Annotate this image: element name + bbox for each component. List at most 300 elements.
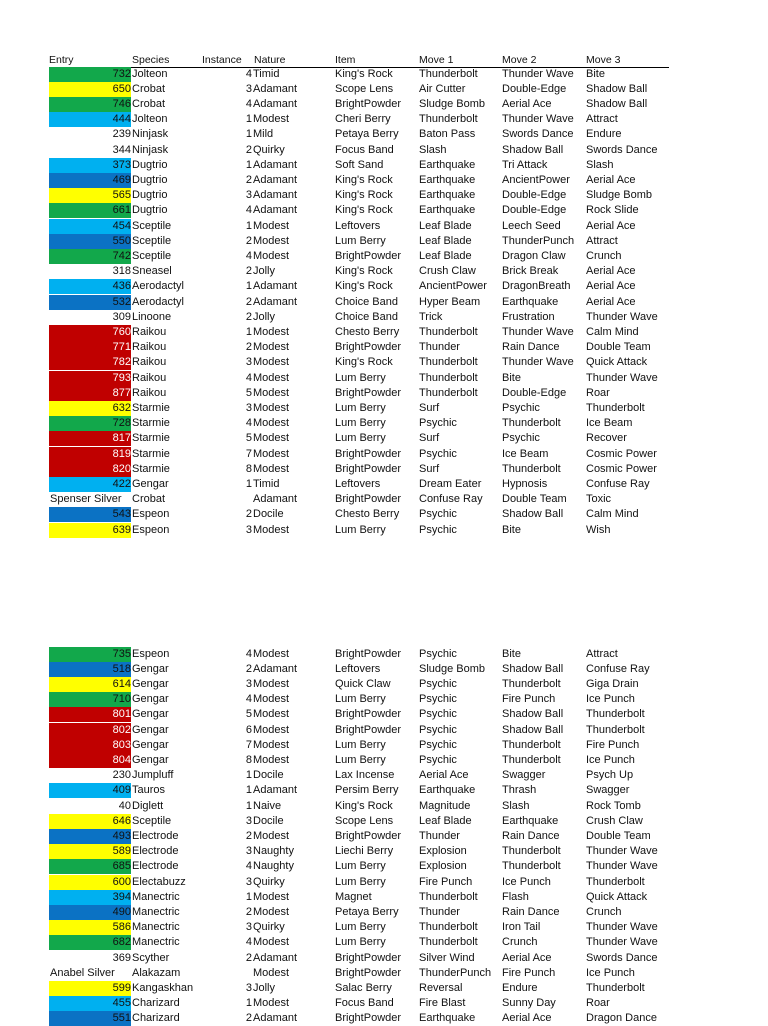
- item-cell: BrightPowder: [335, 341, 402, 354]
- move1-cell: Sludge Bomb: [419, 662, 486, 675]
- move3-cell: Crunch: [586, 905, 622, 918]
- species-cell: Diglett: [132, 799, 164, 812]
- move2-cell: Leech Seed: [502, 219, 561, 232]
- item-cell: King's Rock: [335, 189, 393, 202]
- nature-cell: Modest: [253, 647, 290, 660]
- nature-cell: Adamant: [253, 82, 298, 95]
- move1-cell: Thunder: [419, 905, 460, 918]
- table-row: [49, 82, 669, 97]
- instance-cell: 8: [245, 462, 252, 475]
- entry-cell: [49, 462, 131, 477]
- entry-cell: [49, 340, 131, 355]
- nature-cell: Naughty: [253, 845, 294, 858]
- entry-value: 565: [112, 189, 131, 202]
- move1-cell: Aerial Ace: [419, 769, 469, 782]
- move3-cell: Crush Claw: [586, 814, 643, 827]
- move1-cell: Thunder: [419, 829, 460, 842]
- move2-cell: Bite: [502, 523, 521, 536]
- move1-cell: Trick: [419, 310, 443, 323]
- entry-value: 650: [112, 82, 131, 95]
- item-cell: Petaya Berry: [335, 128, 399, 141]
- nature-cell: Adamant: [253, 1012, 298, 1025]
- species-cell: Gengar: [132, 723, 169, 736]
- move2-cell: Psychic: [502, 432, 540, 445]
- table-row: [49, 935, 669, 950]
- nature-cell: Naive: [253, 799, 282, 812]
- species-cell: Gengar: [132, 738, 169, 751]
- entry-value: 803: [112, 738, 131, 751]
- move2-cell: Double-Edge: [502, 386, 567, 399]
- move1-cell: Psychic: [419, 523, 457, 536]
- item-cell: Salac Berry: [335, 981, 392, 994]
- entry-value: 239: [112, 128, 131, 141]
- move1-cell: Earthquake: [419, 1012, 476, 1025]
- item-cell: Focus Band: [335, 143, 394, 156]
- move2-cell: AncientPower: [502, 173, 570, 186]
- table-row: [49, 447, 669, 462]
- move2-cell: Swords Dance: [502, 128, 574, 141]
- instance-cell: 5: [245, 708, 252, 721]
- move3-cell: Double Team: [586, 829, 651, 842]
- table-row: [49, 647, 669, 662]
- entry-value: 454: [112, 219, 131, 232]
- entry-value: 490: [112, 905, 131, 918]
- species-cell: Espeon: [132, 523, 170, 536]
- instance-cell: 1: [245, 113, 252, 126]
- table-row: [49, 996, 669, 1011]
- item-cell: Lum Berry: [335, 371, 386, 384]
- species-cell: Sceptile: [132, 219, 172, 232]
- move3-cell: Crunch: [586, 249, 622, 262]
- move3-cell: Thunderbolt: [586, 401, 645, 414]
- table-row: [49, 799, 669, 814]
- instance-cell: 2: [245, 234, 252, 247]
- entry-cell: [49, 523, 131, 538]
- instance-cell: 2: [245, 143, 252, 156]
- nature-cell: Modest: [253, 234, 290, 247]
- entry-value: 877: [112, 386, 131, 399]
- item-cell: BrightPowder: [335, 951, 402, 964]
- nature-cell: Jolly: [253, 265, 276, 278]
- entry-cell: [49, 67, 131, 82]
- move1-cell: Psychic: [419, 417, 457, 430]
- move1-cell: Explosion: [419, 845, 467, 858]
- entry-value: 817: [112, 432, 131, 445]
- item-cell: Lum Berry: [335, 875, 386, 888]
- entry-cell: [49, 707, 131, 722]
- table-row: [49, 462, 669, 477]
- entry-value: 710: [112, 693, 131, 706]
- move1-cell: Psychic: [419, 723, 457, 736]
- move3-cell: Psych Up: [586, 769, 634, 782]
- table-row: [49, 188, 669, 203]
- nature-cell: Naughty: [253, 860, 294, 873]
- item-cell: King's Rock: [335, 799, 393, 812]
- item-cell: Persim Berry: [335, 784, 399, 797]
- entry-cell: [49, 97, 131, 112]
- move2-cell: Rain Dance: [502, 829, 560, 842]
- nature-cell: Adamant: [253, 295, 298, 308]
- species-cell: Tauros: [132, 784, 166, 797]
- move2-cell: Endure: [502, 981, 538, 994]
- species-cell: Dugtrio: [132, 173, 168, 186]
- entry-cell: [49, 844, 131, 859]
- move1-cell: Leaf Blade: [419, 814, 472, 827]
- species-cell: Sceptile: [132, 249, 172, 262]
- move1-cell: Explosion: [419, 860, 467, 873]
- instance-cell: 3: [245, 814, 252, 827]
- move3-cell: Thunder Wave: [586, 921, 658, 934]
- table-row: [49, 890, 669, 905]
- nature-cell: Modest: [253, 113, 290, 126]
- move2-cell: Rain Dance: [502, 341, 560, 354]
- instance-cell: 1: [245, 158, 252, 171]
- entry-cell: [49, 219, 131, 234]
- instance-cell: 1: [245, 997, 252, 1010]
- nature-cell: Modest: [253, 738, 290, 751]
- nature-cell: Modest: [253, 905, 290, 918]
- move1-cell: Thunderbolt: [419, 386, 478, 399]
- table-row: [49, 112, 669, 127]
- header-instance: Instance: [202, 54, 242, 66]
- move1-cell: Psychic: [419, 753, 457, 766]
- move2-cell: Ice Punch: [502, 875, 551, 888]
- nature-cell: Modest: [253, 829, 290, 842]
- entry-value: 771: [112, 341, 131, 354]
- entry-value: 802: [112, 723, 131, 736]
- nature-cell: Modest: [253, 341, 290, 354]
- instance-cell: 2: [245, 310, 252, 323]
- species-cell: Jumpluff: [132, 769, 174, 782]
- move3-cell: Thunderbolt: [586, 723, 645, 736]
- item-cell: Lum Berry: [335, 693, 386, 706]
- move3-cell: Attract: [586, 113, 618, 126]
- entry-value: 732: [112, 67, 131, 80]
- entry-value: 746: [112, 97, 131, 110]
- entry-cell: [49, 295, 131, 310]
- table-row: [49, 310, 669, 325]
- move3-cell: Attract: [586, 234, 618, 247]
- move1-cell: Psychic: [419, 708, 457, 721]
- item-cell: BrightPowder: [335, 493, 402, 506]
- entry-value: 801: [112, 708, 131, 721]
- instance-cell: 4: [245, 97, 252, 110]
- species-cell: Charizard: [132, 997, 180, 1010]
- move2-cell: Thunderbolt: [502, 417, 561, 430]
- entry-cell: [49, 416, 131, 431]
- move1-cell: Leaf Blade: [419, 219, 472, 232]
- move2-cell: Shadow Ball: [502, 143, 564, 156]
- entry-value: 793: [112, 371, 131, 384]
- nature-cell: Modest: [253, 723, 290, 736]
- species-cell: Jolteon: [132, 113, 168, 126]
- item-cell: BrightPowder: [335, 708, 402, 721]
- item-cell: BrightPowder: [335, 249, 402, 262]
- move2-cell: Shadow Ball: [502, 723, 564, 736]
- move3-cell: Thunder Wave: [586, 371, 658, 384]
- species-cell: Electrode: [132, 860, 179, 873]
- item-cell: King's Rock: [335, 356, 393, 369]
- table-row: [49, 203, 669, 218]
- move2-cell: Slash: [502, 799, 530, 812]
- species-cell: Raikou: [132, 356, 167, 369]
- nature-cell: Adamant: [253, 493, 298, 506]
- move1-cell: Confuse Ray: [419, 493, 483, 506]
- instance-cell: 3: [245, 82, 252, 95]
- move1-cell: Sludge Bomb: [419, 97, 486, 110]
- species-cell: Kangaskhan: [132, 981, 194, 994]
- species-cell: Gengar: [132, 753, 169, 766]
- item-cell: BrightPowder: [335, 462, 402, 475]
- instance-cell: 1: [245, 769, 252, 782]
- nature-cell: Docile: [253, 769, 284, 782]
- move3-cell: Fire Punch: [586, 738, 640, 751]
- instance-cell: 1: [245, 280, 252, 293]
- entry-value: 639: [112, 523, 131, 536]
- entry-value: 586: [112, 921, 131, 934]
- move1-cell: Thunderbolt: [419, 890, 478, 903]
- move1-cell: Surf: [419, 432, 440, 445]
- species-cell: Espeon: [132, 647, 170, 660]
- table-row: [49, 477, 669, 492]
- item-cell: BrightPowder: [335, 647, 402, 660]
- nature-cell: Modest: [253, 677, 290, 690]
- instance-cell: 3: [245, 523, 252, 536]
- move1-cell: ThunderPunch: [419, 966, 492, 979]
- entry-cell: [49, 173, 131, 188]
- instance-cell: 2: [245, 295, 252, 308]
- nature-cell: Modest: [253, 356, 290, 369]
- move2-cell: Flash: [502, 890, 529, 903]
- entry-value: 422: [112, 477, 131, 490]
- item-cell: Choice Band: [335, 295, 398, 308]
- move3-cell: Thunder Wave: [586, 936, 658, 949]
- nature-cell: Modest: [253, 693, 290, 706]
- species-cell: Crobat: [132, 493, 166, 506]
- entry-cell: [49, 234, 131, 249]
- entry-cell: [49, 738, 131, 753]
- move2-cell: Thrash: [502, 784, 537, 797]
- table-row: [49, 707, 669, 722]
- move3-cell: Aerial Ace: [586, 280, 636, 293]
- move2-cell: Double-Edge: [502, 204, 567, 217]
- move2-cell: Earthquake: [502, 295, 559, 308]
- table-row: [49, 371, 669, 386]
- instance-cell: 4: [245, 693, 252, 706]
- move1-cell: Thunderbolt: [419, 67, 478, 80]
- move3-cell: Swords Dance: [586, 143, 658, 156]
- instance-cell: 8: [245, 753, 252, 766]
- nature-cell: Adamant: [253, 784, 298, 797]
- move3-cell: Roar: [586, 386, 610, 399]
- item-cell: BrightPowder: [335, 723, 402, 736]
- instance-cell: 1: [245, 325, 252, 338]
- species-cell: Starmie: [132, 447, 170, 460]
- move3-cell: Thunderbolt: [586, 981, 645, 994]
- move3-cell: Shadow Ball: [586, 97, 648, 110]
- move1-cell: Psychic: [419, 447, 457, 460]
- move2-cell: Thunderbolt: [502, 677, 561, 690]
- nature-cell: Quirky: [253, 921, 285, 934]
- entry-cell: [49, 127, 131, 142]
- table-row: [49, 523, 669, 538]
- table-row: [49, 325, 669, 340]
- move1-cell: Baton Pass: [419, 128, 476, 141]
- item-cell: Choice Band: [335, 310, 398, 323]
- move3-cell: Ice Punch: [586, 693, 635, 706]
- header-nature: Nature: [254, 54, 286, 66]
- move2-cell: Thunder Wave: [502, 113, 574, 126]
- table-row: [49, 416, 669, 431]
- entry-value: 589: [112, 845, 131, 858]
- move1-cell: Thunderbolt: [419, 371, 478, 384]
- move3-cell: Giga Drain: [586, 677, 639, 690]
- species-cell: Manectric: [132, 905, 180, 918]
- nature-cell: Modest: [253, 219, 290, 232]
- nature-cell: Modest: [253, 386, 290, 399]
- table-row: [49, 492, 669, 507]
- instance-cell: 4: [245, 371, 252, 384]
- table-row: [49, 783, 669, 798]
- item-cell: King's Rock: [335, 280, 393, 293]
- table-row: [49, 738, 669, 753]
- move2-cell: Rain Dance: [502, 905, 560, 918]
- move2-cell: Shadow Ball: [502, 508, 564, 521]
- move1-cell: Earthquake: [419, 784, 476, 797]
- species-cell: Gengar: [132, 477, 169, 490]
- nature-cell: Docile: [253, 814, 284, 827]
- entry-value: 685: [112, 860, 131, 873]
- entry-value: 600: [112, 875, 131, 888]
- move1-cell: Leaf Blade: [419, 234, 472, 247]
- entry-value: 632: [112, 401, 131, 414]
- item-cell: BrightPowder: [335, 1012, 402, 1025]
- entry-cell: [49, 829, 131, 844]
- move1-cell: Silver Wind: [419, 951, 475, 964]
- nature-cell: Adamant: [253, 97, 298, 110]
- nature-cell: Modest: [253, 417, 290, 430]
- species-cell: Gengar: [132, 708, 169, 721]
- move3-cell: Attract: [586, 647, 618, 660]
- species-cell: Alakazam: [132, 966, 181, 979]
- table-row: [49, 859, 669, 874]
- entry-value: 444: [112, 113, 131, 126]
- entry-cell: [49, 112, 131, 127]
- species-cell: Sneasel: [132, 265, 172, 278]
- entry-value: 646: [112, 814, 131, 827]
- table-row: [49, 355, 669, 370]
- move2-cell: Double-Edge: [502, 82, 567, 95]
- entry-value: Spenser Silver: [50, 493, 122, 506]
- instance-cell: 2: [245, 905, 252, 918]
- nature-cell: Docile: [253, 508, 284, 521]
- item-cell: Lum Berry: [335, 738, 386, 751]
- move1-cell: Crush Claw: [419, 265, 476, 278]
- item-cell: Leftovers: [335, 219, 381, 232]
- move3-cell: Confuse Ray: [586, 477, 650, 490]
- table-row: [49, 97, 669, 112]
- entry-cell: [49, 799, 131, 814]
- instance-cell: 2: [245, 1012, 252, 1025]
- move1-cell: Slash: [419, 143, 447, 156]
- table-row: [49, 158, 669, 173]
- entry-cell: [49, 447, 131, 462]
- nature-cell: Modest: [253, 936, 290, 949]
- item-cell: BrightPowder: [335, 447, 402, 460]
- instance-cell: 2: [245, 829, 252, 842]
- move2-cell: Thunderbolt: [502, 860, 561, 873]
- entry-cell: [49, 951, 131, 966]
- item-cell: Lum Berry: [335, 401, 386, 414]
- move2-cell: Iron Tail: [502, 921, 541, 934]
- move1-cell: Reversal: [419, 981, 463, 994]
- move3-cell: Quick Attack: [586, 890, 648, 903]
- species-cell: Crobat: [132, 97, 166, 110]
- move3-cell: Cosmic Power: [586, 462, 657, 475]
- entry-value: 543: [112, 508, 131, 521]
- move1-cell: Hyper Beam: [419, 295, 481, 308]
- item-cell: BrightPowder: [335, 829, 402, 842]
- item-cell: Lum Berry: [335, 417, 386, 430]
- instance-cell: 2: [245, 951, 252, 964]
- item-cell: Quick Claw: [335, 677, 391, 690]
- item-cell: Lum Berry: [335, 860, 386, 873]
- move2-cell: Brick Break: [502, 265, 559, 278]
- table-row: [49, 829, 669, 844]
- move3-cell: Thunder Wave: [586, 845, 658, 858]
- instance-cell: 2: [245, 265, 252, 278]
- move1-cell: Earthquake: [419, 189, 476, 202]
- item-cell: Soft Sand: [335, 158, 384, 171]
- entry-cell: [49, 492, 131, 507]
- entry-cell: [49, 890, 131, 905]
- table-row: [49, 723, 669, 738]
- entry-value: 682: [112, 936, 131, 949]
- entry-cell: [49, 768, 131, 783]
- species-cell: Raikou: [132, 341, 167, 354]
- instance-cell: 7: [245, 738, 252, 751]
- nature-cell: Modest: [253, 462, 290, 475]
- table-row: [49, 401, 669, 416]
- species-cell: Electrode: [132, 829, 179, 842]
- move3-cell: Wish: [586, 523, 611, 536]
- nature-cell: Adamant: [253, 189, 298, 202]
- instance-cell: 1: [245, 890, 252, 903]
- header-move1: Move 1: [419, 54, 454, 66]
- entry-cell: [49, 966, 131, 981]
- move3-cell: Aerial Ace: [586, 265, 636, 278]
- entry-value: 550: [112, 234, 131, 247]
- nature-cell: Modest: [253, 890, 290, 903]
- entry-cell: [49, 920, 131, 935]
- entry-cell: [49, 875, 131, 890]
- item-cell: Cheri Berry: [335, 113, 391, 126]
- species-cell: Manectric: [132, 921, 180, 934]
- instance-cell: 1: [245, 784, 252, 797]
- species-cell: Sceptile: [132, 234, 172, 247]
- species-cell: Jolteon: [132, 67, 168, 80]
- entry-cell: [49, 859, 131, 874]
- table-row: [49, 692, 669, 707]
- instance-cell: 4: [245, 860, 252, 873]
- move1-cell: Thunderbolt: [419, 936, 478, 949]
- entry-cell: [49, 386, 131, 401]
- nature-cell: Timid: [253, 477, 280, 490]
- move2-cell: Thunder Wave: [502, 325, 574, 338]
- move1-cell: Psychic: [419, 693, 457, 706]
- entry-cell: [49, 82, 131, 97]
- move3-cell: Recover: [586, 432, 627, 445]
